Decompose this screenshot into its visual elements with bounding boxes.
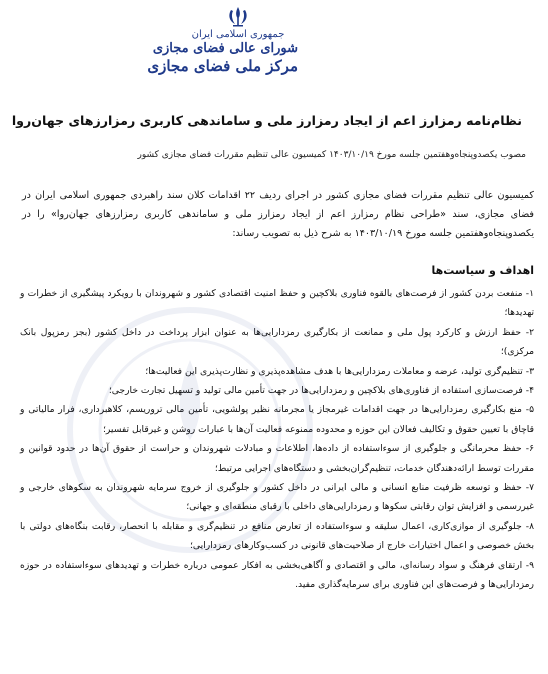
goal-item: ۵- منع بکارگیری رمزدارایی‌ها در جهت اقدامات غیرمجاز یا مجرمانه نظیر پولشویی، تأمین مالی تروریسم، کلاهبرداری، فرار مالیاتی و قاچاق با تعیین حقوق و تکالیف فعالان این حوزه و محدوده ممنوعه فعالیت آن‌ها با عبارات روشن و غیرقابل تفسیر؛ xyxy=(20,404,534,435)
goal-item: ۳- تنظیم‌گری تولید، عرضه و معاملات رمزدارایی‌ها با هدف مشاهده‌پذیری و نظارت‌پذیری این فعالیت‌ها؛ xyxy=(145,365,534,377)
council-label: شورای عالی فضای مجازی xyxy=(152,41,298,56)
document-title: نظام‌نامه رمزارز اعم از ایجاد رمزارز ملی و ساماندهی کاربری رمزارزهای جهان‌روا xyxy=(11,113,522,128)
goal-item: ۷- حفظ و توسعه ظرفیت منابع انسانی و مالی ایرانی در داخل کشور و جلوگیری از خروج سرمایه شهروندان به سکوهای خارجی و غیررسمی و افزایش توان رقابتی سکوها و رمزدارایی‌های داخلی با رقبای منطقه‌ای و جهانی؛ xyxy=(20,482,534,513)
goals-list xyxy=(20,284,534,595)
iran-emblem-icon xyxy=(225,6,251,28)
goal-item: ۲- حفظ ارزش و کارکرد پول ملی و ممانعت از بکارگیری رمزدارایی‌ها به عنوان ابزار پرداخت در داخل کشور (بجز رمزپول بانک مرکزی)؛ xyxy=(20,326,534,358)
goal-item: ۶- حفظ محرمانگی و جلوگیری از سوءاستفاده از داده‌ها، اطلاعات و مبادلات شهروندان و حراست از حقوق آن‌ها در حدود قوانین و مقررات توسط ارائه‌دهندگان خدمات، تنظیم‌گران‌بخشی و دستگاه‌های اجرایی مرتبط؛ xyxy=(20,443,534,474)
intro-paragraph: کمیسیون عالی تنظیم مقررات فضای مجازی کشور در اجرای ردیف ۲۲ اقدامات کلان سند راهبردی جمهوری اسلامی ایران در فضای مجازی، سند «طراحی نظام رمزارز اعم از ایجاد رمزارز ملی و ساماندهی کاربری رمزارزهای جهان‌روا» را در یکصدوپنجاه‌وهفتمین جلسه مورخ ۱۴۰۳/۱۰/۱۹ به شرح ذیل به تصویب رساند: xyxy=(22,190,534,239)
republic-label: جمهوری اسلامی ایران xyxy=(191,29,285,40)
section-heading: اهداف و سیاست‌ها xyxy=(431,264,534,277)
goal-item: ۸- جلوگیری از موازی‌کاری، اعمال سلیقه و سوءاستفاده از تعارض منافع در تنظیم‌گری و مقابله با انحصار، رقابت بنگاه‌های دولتی با بخش خصوصی و اعمال اختیارات خارج از صلاحیت‌های قانونی در کسب‌وکارهای رمزدارایی؛ xyxy=(20,520,534,552)
goal-item: ۱- منفعت بردن کشور از فرصت‌های بالقوه فناوری بلاکچین و حفظ امنیت اقتصادی کشور و شهروندان با رویکرد پیشگیری از خطرات و تهدیدها؛ xyxy=(20,288,534,319)
letterhead xyxy=(147,6,298,76)
goal-item: ۹- ارتقای فرهنگ و سواد رسانه‌ای، مالی و اقتصادی و آگاهی‌بخشی به افکار عمومی درباره خطرات و تهدیدهای سوءاستفاده در حوزه رمزدارایی‌ها و فرصت‌های این فناوری برای سرمایه‌گذاری مفید. xyxy=(20,559,534,591)
center-label: مرکز ملی فضای مجازی xyxy=(147,57,298,75)
goal-item: ۴- فرصت‌سازی استفاده از فناوری‌های بلاکچین و رمزدارایی‌ها در جهت تأمین مالی تولید و تسهیل تجارت خارجی؛ xyxy=(108,385,534,397)
approval-note: مصوب یکصدوپنجاه‌وهفتمین جلسه مورخ ۱۴۰۳/۱۰/۱۹ کمیسیون عالی تنظیم مقررات فضای مجازی کشور xyxy=(137,150,526,160)
